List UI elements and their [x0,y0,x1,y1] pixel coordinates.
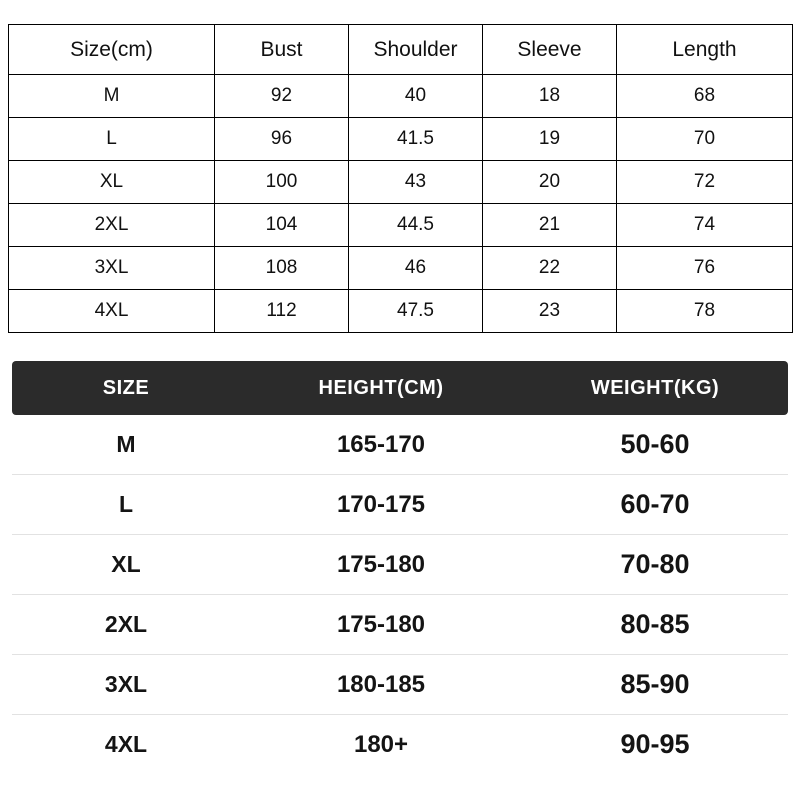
cell-shoulder: 44.5 [349,204,483,247]
table-row [9,247,793,290]
table-header-row [9,25,793,75]
table-row [12,475,788,535]
cell-size: 2XL [9,204,215,247]
cell-bust: 112 [215,290,349,333]
table-row [12,655,788,715]
column-header-size: SIZE [12,361,240,415]
cell-size: 3XL [9,247,215,290]
measurement-table [8,24,793,333]
cell-shoulder: 40 [349,75,483,118]
table-row [12,415,788,475]
cell-weight: 80-85 [522,595,788,655]
table-row [9,161,793,204]
height-weight-table [12,361,788,774]
cell-size: 4XL [9,290,215,333]
cell-length: 74 [617,204,793,247]
table-row [12,535,788,595]
cell-size: 4XL [104,731,148,757]
column-header-shoulder: Shoulder [349,25,483,75]
cell-height: 175-180 [240,535,522,595]
cell-weight: 90-95 [620,729,690,759]
measurement-table-section [0,0,800,333]
cell-height: 165-170 [240,415,522,475]
cell-size: L [12,475,240,535]
cell-bust: 100 [215,161,349,204]
cell-size: M [12,415,240,475]
table-row [12,715,788,775]
table-row [9,204,793,247]
column-header-weight: WEIGHT(KG) [522,361,788,415]
cell-height: 180-185 [240,655,522,715]
cell-bust: 96 [215,118,349,161]
table-row [9,290,793,333]
cell-height: 175-180 [240,595,522,655]
column-header-bust: Bust [215,25,349,75]
cell-shoulder: 47.5 [349,290,483,333]
cell-length: 76 [617,247,793,290]
cell-shoulder: 41.5 [349,118,483,161]
cell-sleeve: 18 [483,75,617,118]
cell-size: L [9,118,215,161]
cell-length: 72 [617,161,793,204]
cell-length: 78 [617,290,793,333]
table-row [9,118,793,161]
table-row [9,75,793,118]
cell-shoulder: 43 [349,161,483,204]
cell-height: 170-175 [240,475,522,535]
cell-size: XL [12,535,240,595]
cell-size: M [9,75,215,118]
column-header-sleeve: Sleeve [483,25,617,75]
column-header-size: Size(cm) [9,25,215,75]
cell-bust: 108 [215,247,349,290]
table-header-row [12,361,788,415]
cell-shoulder: 46 [349,247,483,290]
cell-size: 2XL [12,595,240,655]
cell-length: 70 [617,118,793,161]
cell-bust: 104 [215,204,349,247]
cell-height: 180+ [353,730,409,758]
column-header-length: Length [617,25,793,75]
column-header-height: HEIGHT(CM) [240,361,522,415]
cell-weight: 60-70 [522,475,788,535]
cell-sleeve: 19 [483,118,617,161]
height-weight-table-section [0,333,800,774]
cell-size: 3XL [12,655,240,715]
cell-length: 68 [617,75,793,118]
cell-weight: 85-90 [522,655,788,715]
cell-sleeve: 23 [483,290,617,333]
cell-size: XL [9,161,215,204]
cell-sleeve: 20 [483,161,617,204]
table-row [12,595,788,655]
cell-sleeve: 22 [483,247,617,290]
cell-sleeve: 21 [483,204,617,247]
cell-weight: 50-60 [522,415,788,475]
cell-bust: 92 [215,75,349,118]
cell-weight: 70-80 [522,535,788,595]
